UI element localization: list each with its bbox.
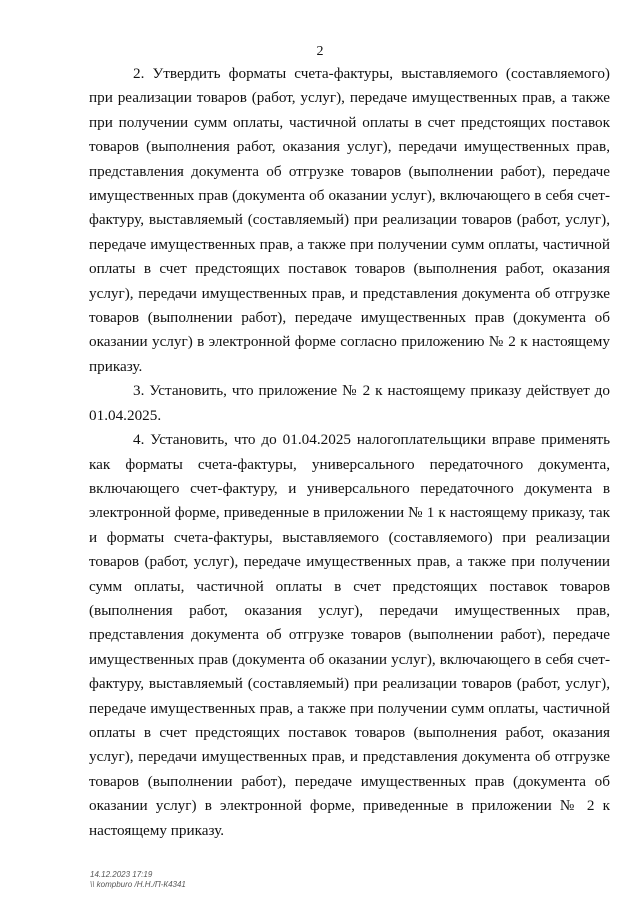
footer-timestamp: 14.12.2023 17:19 xyxy=(90,870,153,879)
page-number: 2 xyxy=(316,44,324,59)
document-body xyxy=(89,62,610,843)
paragraph-4: 4. Установить, что до 01.04.2025 налогоплательщики вправе применять как форматы счета-фактуры, универсального передаточного документа, включающего счет-фактуру, и универсального передаточного документа в электронной форме, приведенные в приложении № 1 к настоящему приказу, так и форматы счета-фактуры, выставляемого (составляемого) при реализации товаров (работ, услуг), передаче имущественных прав, а также при получении сумм оплаты, частичной оплаты в счет предстоящих поставок товаров (выполнения работ, оказания услуг), передачи имущественных прав, представления документа об отгрузке товаров (выполнении работ), передаче имущественных прав (документа об оказании услуг), включающего в себя счет-фактуру, выставляемый (составляемый) при реализации товаров (работ, услуг), передаче имущественных прав, а также при получении сумм оплаты, частичной оплаты в счет предстоящих поставок товаров (выполнения работ, оказания услуг), передачи имущественных прав, и представления документа об отгрузке товаров (выполнении работ), передаче имущественных прав (документа об оказании услуг) в электронной форме, приведенные в приложении № 2 к настоящему приказу. xyxy=(89,431,610,839)
footer-file-path: \\ kompburo /Н.Н./П-К4341 xyxy=(90,880,186,889)
paragraph-3: 3. Установить, что приложение № 2 к настоящему приказу действует до 01.04.2025. xyxy=(89,382,610,424)
paragraph-2: 2. Утвердить форматы счета-фактуры, выставляемого (составляемого) при реализации товаров (работ, услуг), передаче имущественных прав, а также при получении сумм оплаты, частичной оплаты в счет предстоящих поставок товаров (выполнения работ, оказания услуг), передачи имущественных прав, представления документа об отгрузке товаров (выполнении работ), передаче имущественных прав (документа об оказании услуг), включающего в себя счет-фактуру, выставляемый (составляемый) при реализации товаров (работ, услуг), передаче имущественных прав, а также при получении сумм оплаты, частичной оплаты в счет предстоящих поставок товаров (выполнения работ, оказания услуг), передачи имущественных прав, и представления документа об отгрузке товаров (выполнении работ), передаче имущественных прав (документа об оказании услуг) в электронной форме согласно приложению № 2 к настоящему приказу. xyxy=(89,65,610,375)
print-footer xyxy=(90,870,186,890)
